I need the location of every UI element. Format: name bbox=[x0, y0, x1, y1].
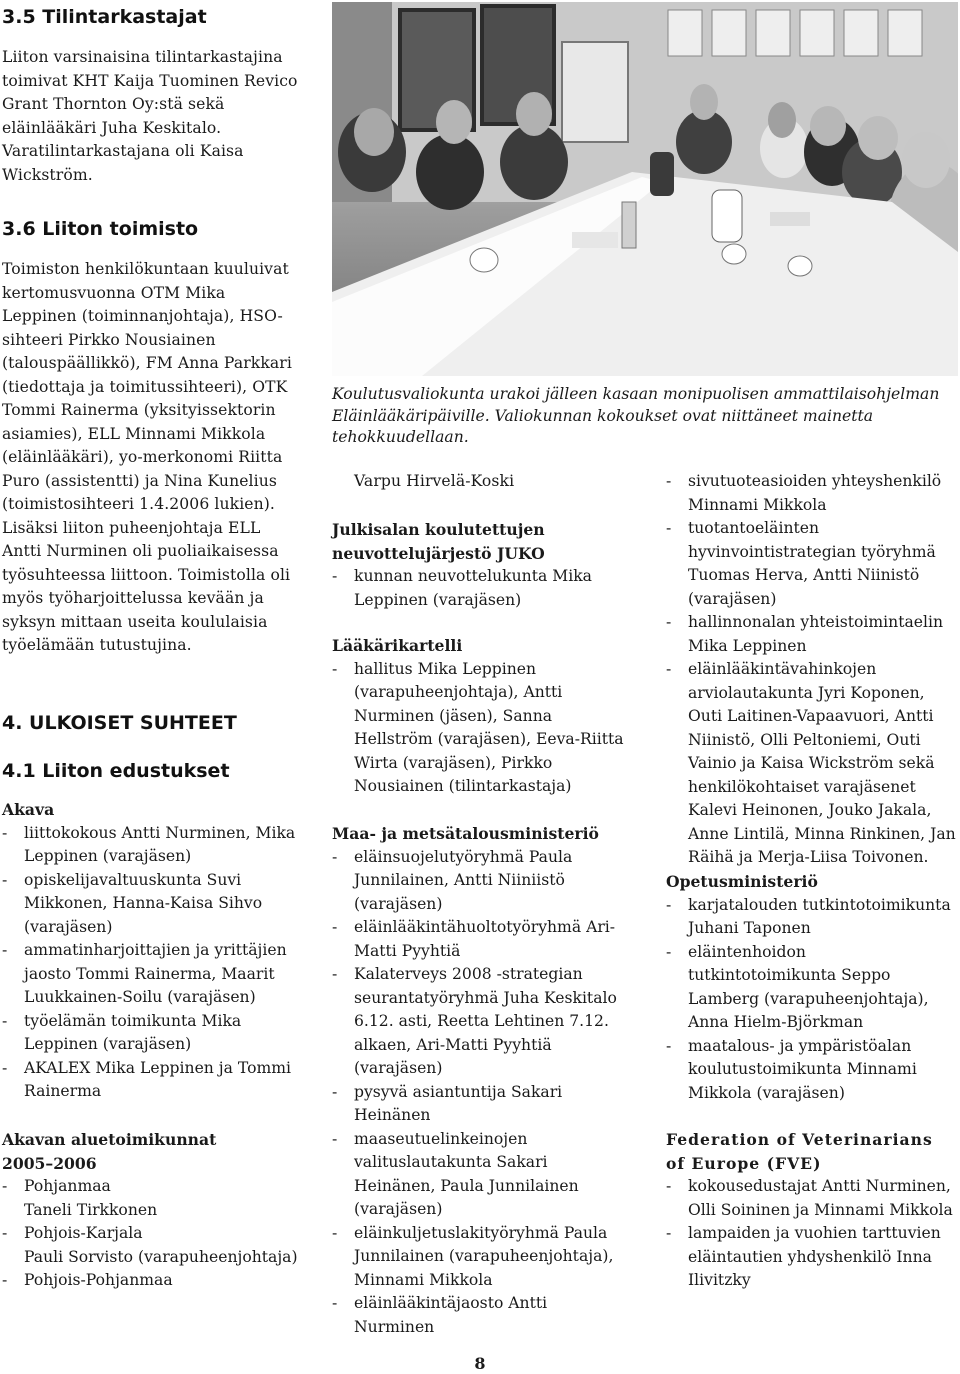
list-item: - eläintenhoidon tutkintotoimikunta Seppo Lamberg (varapuheenjohtaja), Anna Hielm-Björkman bbox=[666, 941, 958, 1035]
list-item: - työelämän toimikunta Mika Leppinen (varajäsen) bbox=[2, 1010, 300, 1057]
list-item: - maatalous- ja ympäristöalan koulutustoimikunta Minnami Mikkola (varajäsen) bbox=[666, 1035, 958, 1106]
list-item: - eläinlääkintähuoltotyöryhmä Ari-Matti Pyyhtiä bbox=[332, 916, 632, 963]
list-item: - maaseutuelinkeinojen valituslautakunta Sakari Heinänen, Paula Junnilainen (varajäsen) bbox=[332, 1128, 632, 1222]
regional-committees-period: 2005–2006 bbox=[2, 1153, 97, 1173]
juko-block bbox=[332, 518, 632, 612]
list-item: - pysyvä asiantuntija Sakari Heinänen bbox=[332, 1081, 632, 1128]
section-title-external-relations: 4. ULKOISET SUHTEET bbox=[2, 712, 237, 734]
list-item: - liittokokous Antti Nurminen, Mika Leppinen (varajäsen) bbox=[2, 822, 300, 869]
section-title-auditors: 3.5 Tilintarkastajat bbox=[2, 6, 207, 28]
laakarikartelli-heading: Lääkärikartelli bbox=[332, 636, 463, 655]
fve-list bbox=[666, 1175, 958, 1293]
mmm-list bbox=[332, 846, 632, 1340]
page-number: 8 bbox=[474, 1354, 486, 1373]
akava-heading: Akava bbox=[2, 800, 55, 819]
akava-list bbox=[2, 822, 300, 1104]
list-item: - Pohjanmaa Taneli Tirkkonen bbox=[2, 1175, 300, 1222]
laakarikartelli-list bbox=[332, 658, 632, 799]
photo-caption: Koulutusvaliokunta urakoi jälleen kasaan monipuolisen ammattilaisohjelman Eläinlääkäripäiville. Valiokunnan kokoukset ovat niittäneet mainetta tehokkuudellaan. bbox=[332, 385, 940, 446]
list-item: - opiskelijavaltuuskunta Suvi Mikkonen, Hanna-Kaisa Sihvo (varajäsen) bbox=[2, 869, 300, 940]
list-item: - hallinnonalan yhteistoimintaelin Mika Leppinen bbox=[666, 611, 958, 658]
mmm-continued-list bbox=[666, 470, 958, 870]
regional-committees-block bbox=[2, 1128, 300, 1293]
name-line: Varpu Hirvelä-Koski bbox=[354, 472, 515, 490]
list-item: - kokousedustajat Antti Nurminen, Olli Soininen ja Minnami Mikkola bbox=[666, 1175, 958, 1222]
opm-block bbox=[666, 870, 958, 1105]
list-item: - Pohjois-Karjala Pauli Sorvisto (varapuheenjohtaja) bbox=[2, 1222, 300, 1269]
fve-heading: Federation of Veterinarians of Europe (FVE) bbox=[666, 1130, 933, 1173]
regional-committees-list bbox=[2, 1175, 300, 1293]
opm-list bbox=[666, 894, 958, 1106]
list-item: - lampaiden ja vuohien tarttuvien eläintautien yhdyshenkilö Inna Ilivitzky bbox=[666, 1222, 958, 1293]
list-item: - karjatalouden tutkintotoimikunta Juhani Taponen bbox=[666, 894, 958, 941]
list-item: - eläinlääkintävahinkojen arviolautakunta Jyri Koponen, Outi Laitinen-Vapaavuori, Antti Niinistö, Olli Peltoniemi, Outi Vainio ja Kaisa Wickström sekä henkilökohtaiset varajäsenet Kalevi Heinonen, Jouko Jakala, Anne Lintilä, Minna Rinkinen, Jan Räihä ja Merja-Liisa Toivonen. bbox=[666, 658, 958, 870]
opm-heading: Opetusministeriö bbox=[666, 872, 818, 891]
list-item: - eläinsuojelutyöryhmä Paula Junnilainen, Antti Niiniistö (varajäsen) bbox=[332, 846, 632, 917]
list-item: - AKALEX Mika Leppinen ja Tommi Rainerma bbox=[2, 1057, 300, 1104]
list-item: - Pohjois-Pohjanmaa bbox=[2, 1269, 300, 1293]
section-title-office: 3.6 Liiton toimisto bbox=[2, 218, 199, 240]
juko-list bbox=[332, 565, 632, 612]
meeting-photo-image bbox=[332, 2, 958, 376]
list-item: - eläinlääkintäjaosto Antti Nurminen bbox=[332, 1292, 632, 1339]
akava-block bbox=[2, 798, 300, 1104]
juko-heading: Julkisalan koulutettujen neuvottelujärjestö JUKO bbox=[332, 520, 545, 563]
meeting-photo bbox=[332, 2, 958, 376]
fve-block bbox=[666, 1128, 958, 1293]
list-item: - Kalaterveys 2008 -strategian seurantatyöryhmä Juha Keskitalo 6.12. asti, Reetta Lehtinen 7.12. alkaen, Ari-Matti Pyyhtiä (varajäsen) bbox=[332, 963, 632, 1081]
regional-committees-heading: Akavan aluetoimikunnat bbox=[2, 1130, 217, 1149]
laakarikartelli-block bbox=[332, 634, 632, 799]
section-title-representations: 4.1 Liiton edustukset bbox=[2, 760, 230, 782]
list-item: - hallitus Mika Leppinen (varapuheenjohtaja), Antti Nurminen (jäsen), Sanna Hellström (varajäsen), Eeva-Riitta Wirta (varajäsen), Pirkko Nousiainen (tilintarkastaja) bbox=[332, 658, 632, 799]
list-item: - sivutuoteasioiden yhteyshenkilö Minnami Mikkola bbox=[666, 470, 958, 517]
list-item: - ammatinharjoittajien ja yrittäjien jaosto Tommi Rainerma, Maarit Luukkainen-Soilu (varajäsen) bbox=[2, 939, 300, 1010]
mmm-heading: Maa- ja metsätalousministeriö bbox=[332, 824, 599, 843]
office-paragraph: Toimiston henkilökuntaan kuuluivat kertomusvuonna OTM Mika Leppinen (toiminnanjohtaja), HSO-sihteeri Pirkko Nousiainen (talouspäällikkö), FM Anna Parkkari (tiedottaja ja toimitussihteeri), OTK Tommi Rainerma (yksityissektorin asiamies), ELL Minnami Mikkola (eläinlääkäri), yo-merkonomi Riitta Puro (assistentti) ja Nina Kunelius (toimistosihteeri 1.4.2006 lukien). Lisäksi liiton puheenjohtaja ELL Antti Nurminen oli puoliaikaisessa työsuhteessa liittoon. Toimistolla oli myös työharjoittelussa kevään ja syksyn mittaan useita koululaisia työelämään tutustujina. bbox=[2, 260, 292, 654]
auditors-paragraph: Liiton varsinaisina tilintarkastajina toimivat KHT Kaija Tuominen Revico Grant Thornton Oy:stä sekä eläinlääkäri Juha Keskitalo. Varatilintarkastajana oli Kaisa Wickström. bbox=[2, 48, 298, 184]
list-item: - kunnan neuvottelukunta Mika Leppinen (varajäsen) bbox=[332, 565, 604, 612]
list-item: - eläinkuljetuslakityöryhmä Paula Junnilainen (varapuheenjohtaja), Minnami Mikkola bbox=[332, 1222, 632, 1293]
mmm-block bbox=[332, 822, 632, 1339]
list-item: - tuotantoeläinten hyvinvointistrategian työryhmä Tuomas Herva, Antti Niinistö (varajäsen) bbox=[666, 517, 958, 611]
